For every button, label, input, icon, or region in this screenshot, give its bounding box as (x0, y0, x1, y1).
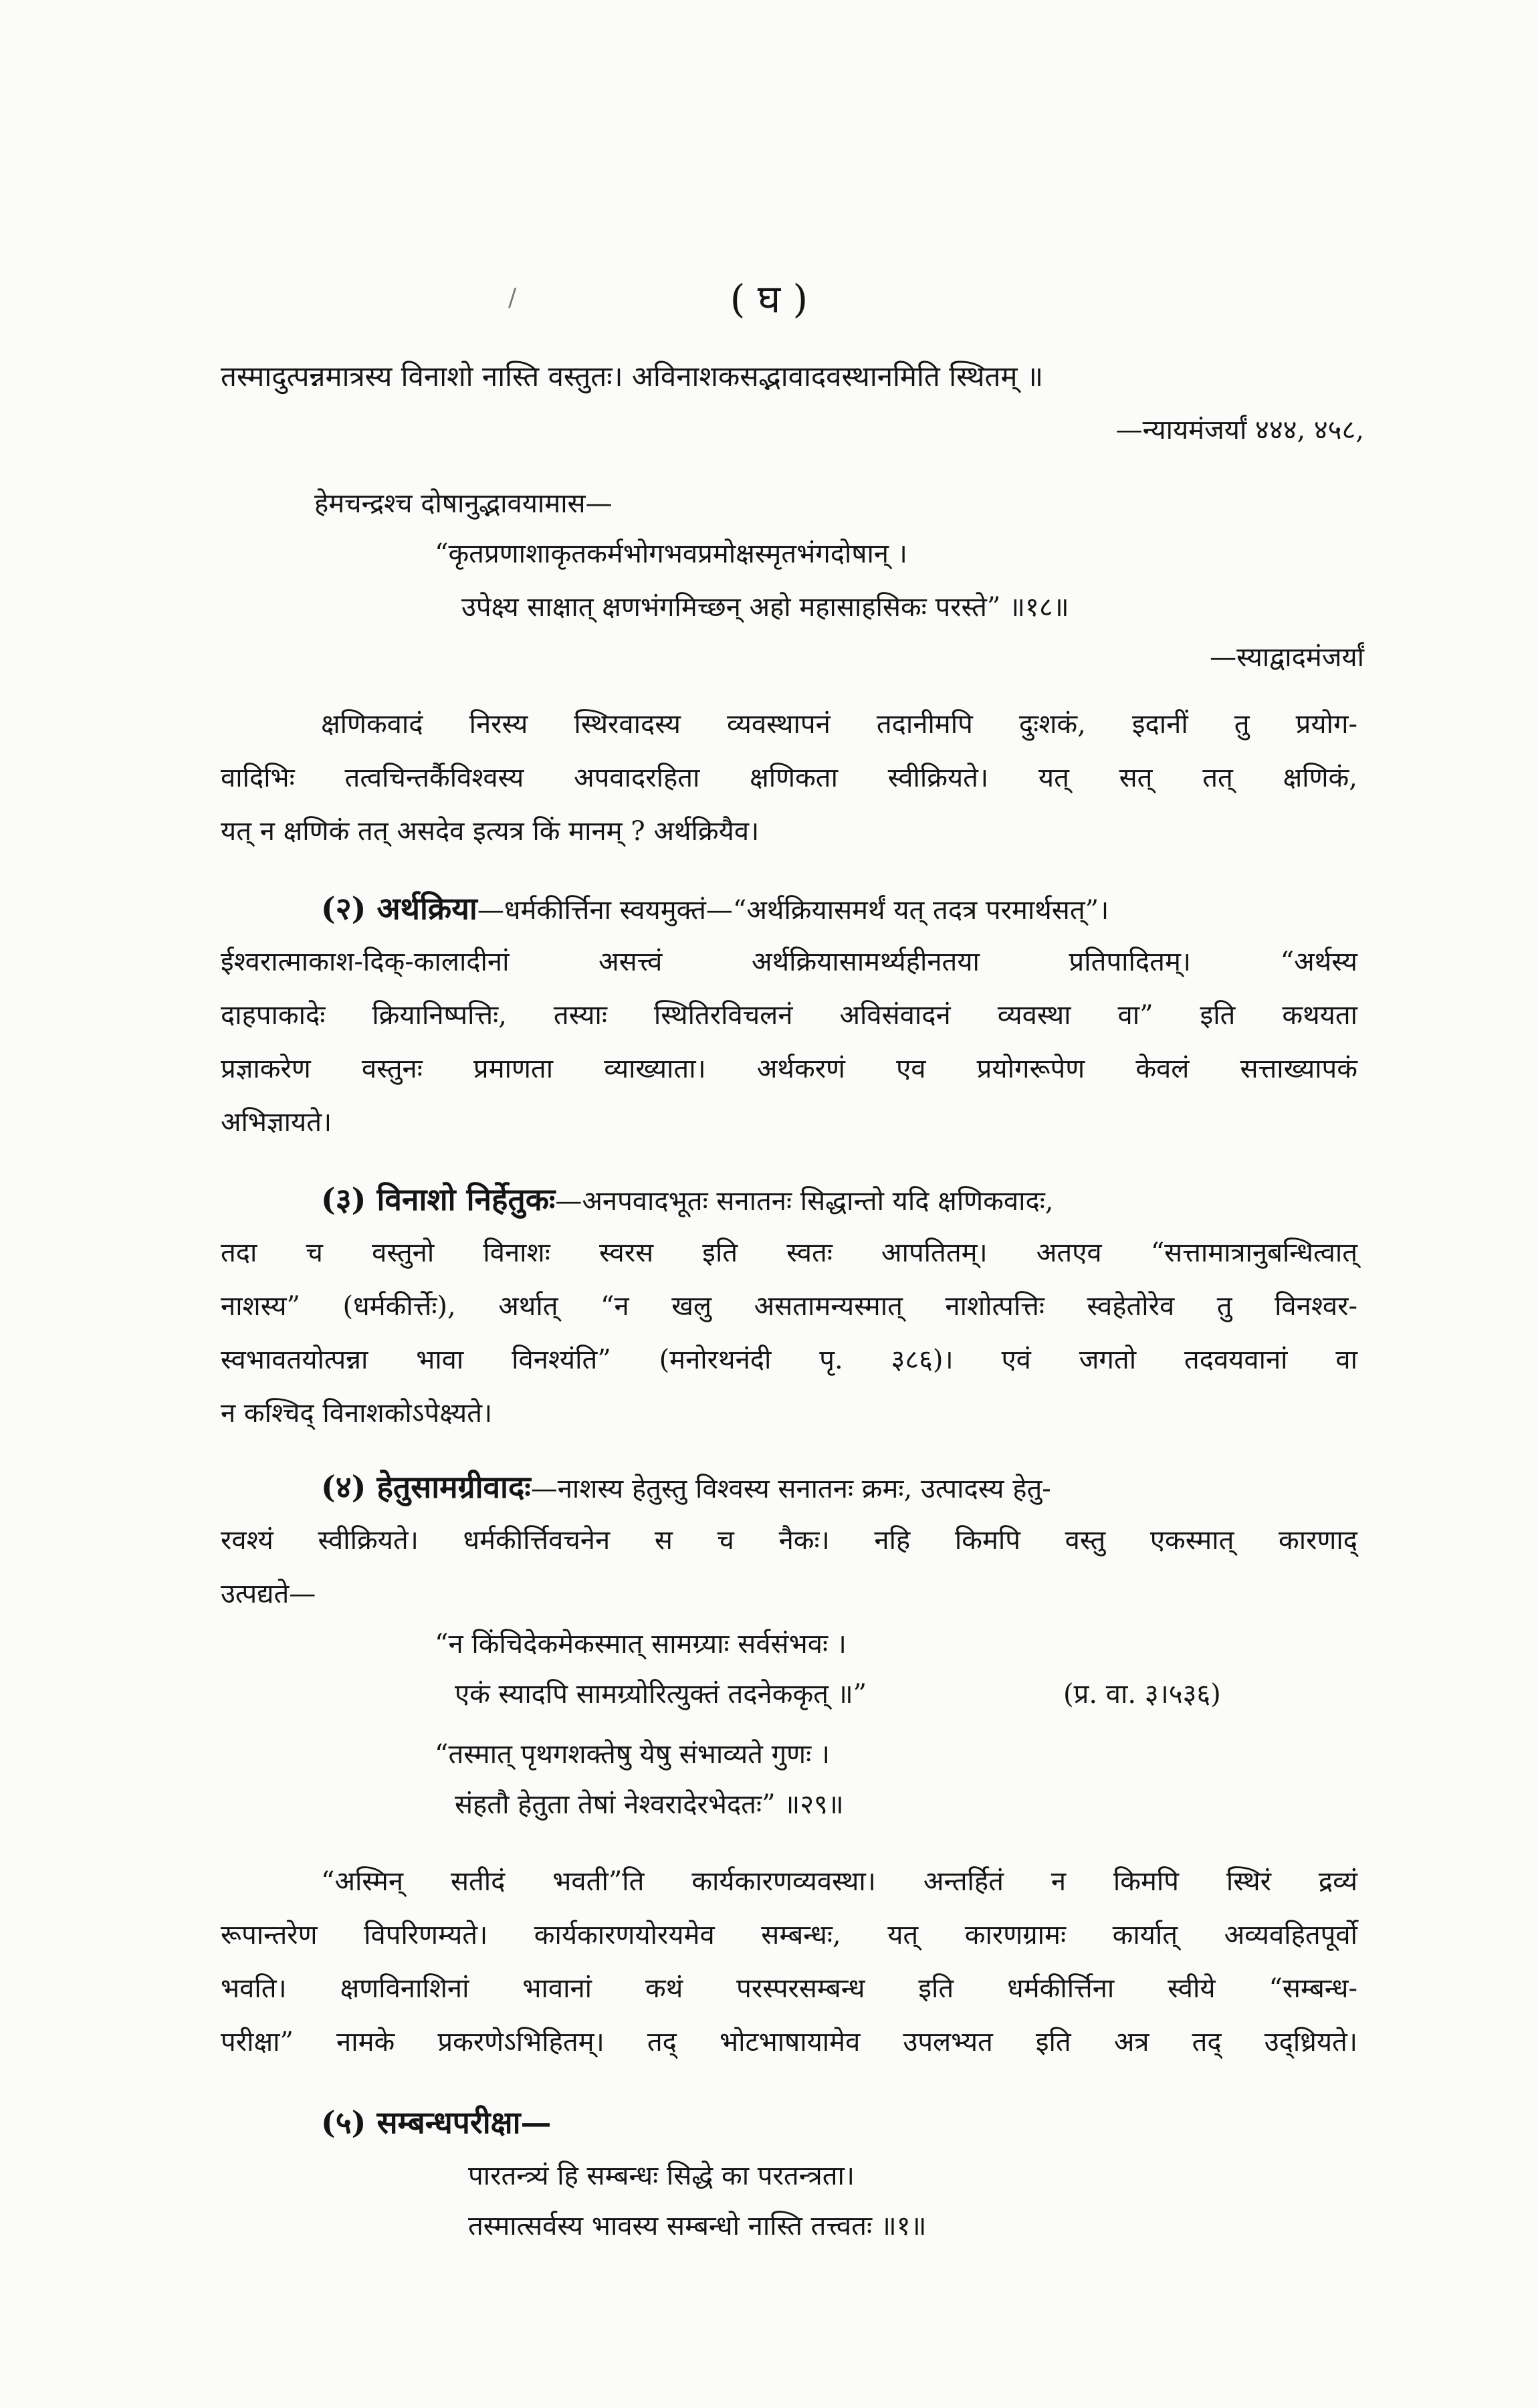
para1-line: वादिभिः तत्वचिन्तर्कैविश्वस्य अपवादरहिता क्षणिकता स्वीक्रियते। यत् सत् तत् क्षणिकं, (221, 763, 1357, 793)
hemachandra-intro: हेमचन्द्रश्च दोषानुद्भावयामास— (314, 488, 613, 519)
sec4-line: रवश्यं स्वीक्रियते। धर्मकीर्त्तिवचनेन स च नैकः। नहि किमपि वस्तु एकस्मात् कारणाद् (221, 1525, 1357, 1556)
sec3-line: स्वभावतयोत्पन्ना भावा विनश्यंति” (मनोरथनंदी पृ. ३८६)। एवं जगतो तदवयवानां वा (221, 1344, 1357, 1375)
sec2-line: प्रज्ञाकरेण वस्तुनः प्रमाणता व्याख्याता। अर्थकरणं एव प्रयोगरूपेण केवलं सत्ताख्यापकं (221, 1054, 1357, 1084)
sec4-first-line (321, 1468, 1357, 1508)
para1-line: यत् न क्षणिकं तत् असदेव इत्यत्र किं मानम् ? अर्थक्रियैव। (221, 816, 760, 847)
sec4-line: उत्पद्यते— (221, 1579, 316, 1609)
sec2-line: ईश्वरात्माकाश-दिक्-कालादीनां असत्त्वं अर्थक्रियासामर्थ्यहीनतया प्रतिपादितम्। “अर्थस्य (221, 946, 1357, 977)
intro-verse: तस्मादुत्पन्नमात्रस्य विनाशो नास्ति वस्तुतः। अविनाशकसद्भावादवस्थानमिति स्थितम् ॥ (221, 360, 1043, 393)
sec5-heading: (५) सम्बन्धपरीक्षा— (321, 2104, 552, 2140)
para1-line: क्षणिकवादं निरस्य स्थिरवादस्य व्यवस्थापनं तदानीमपि दुःशकं, इदानीं तु प्रयोग- (321, 709, 1357, 740)
hemachandra-citation: —स्याद्वादमंजर्यां (1210, 642, 1364, 673)
stray-mark: / (508, 284, 517, 312)
intro-citation: —न्यायमंजर्यां ४४४, ४५८, (1115, 415, 1364, 445)
sec2-line: दाहपाकादेः क्रियानिष्पत्तिः, तस्याः स्थितिरविचलनं अविसंवादनं व्यवस्था वा” इति कथयता (221, 1000, 1357, 1031)
sec3-heading: (३) विनाशो निर्हेतुकः (321, 1181, 556, 1217)
sec4-line: —नाशस्य हेतुस्तु विश्वस्य सनातनः क्रमः, उत्पादस्य हेतु- (530, 1474, 1051, 1504)
page-number: ( घ ) (730, 276, 808, 322)
sec3-line: —अनपवादभूतः सनातनः सिद्धान्तो यदि क्षणिकवादः, (555, 1186, 1054, 1217)
sec4-verse1-citation: (प्र. वा. ३।५३६) (1063, 1679, 1221, 1710)
sec2-line: —धर्मकीर्त्तिना स्वयमुक्तं—“अर्थक्रियासमर्थं यत् तदत्र परमार्थसत्”। (477, 895, 1109, 926)
sec4-heading: (४) हेतुसामग्रीवादः (321, 1469, 531, 1505)
hemachandra-verse-line: उपेक्ष्य साक्षात् क्षणभंगमिच्छन् अहो महासाहसिकः परस्ते” ॥१८॥ (461, 592, 1069, 623)
para5-line: भवति। क्षणविनाशिनां भावानां कथं परस्परसम्बन्ध इति धर्मकीर्त्तिना स्वीये “सम्बन्ध- (221, 1973, 1357, 2004)
sec5-verse-line: तस्मात्सर्वस्य भावस्य सम्बन्धो नास्ति तत्त्वतः ॥१॥ (468, 2211, 927, 2241)
sec3-line: न कश्चिद् विनाशकोऽपेक्ष्यते। (221, 1398, 493, 1429)
sec4-verse2-line: संहतौ हेतुता तेषां नेश्वरादेरभेदतः” ॥२९॥ (455, 1789, 844, 1820)
sec3-line: तदा च वस्तुनो विनाशः स्वरस इति स्वतः आपतितम्। अतएव “सत्तामात्रानुबन्धित्वात् (221, 1237, 1357, 1268)
sec4-verse1-line: एकं स्यादपि सामग्र्योरित्युक्तं तदनेककृत् ॥” (455, 1679, 867, 1710)
sec5-verse-line: पारतन्त्र्यं हि सम्बन्धः सिद्धे का परतन्त्रता। (468, 2161, 855, 2191)
hemachandra-verse-line: “कृतप्रणाशाकृतकर्मभोगभवप्रमोक्षस्मृतभंगदोषान् । (435, 538, 907, 569)
para5-line: “अस्मिन् सतीदं भवती”ति कार्यकारणव्यवस्था। अन्तर्हितं न किमपि स्थिरं द्रव्यं (321, 1866, 1357, 1897)
para5-line: रूपान्तरेण विपरिणम्यते। कार्यकारणयोरयमेव सम्बन्धः, यत् कारणग्रामः कार्यात् अव्यवहितपूर्वो (221, 1920, 1357, 1950)
sec4-verse1-line: “न किंचिदेकमेकस्मात् सामग्र्याः सर्वसंभवः । (435, 1629, 847, 1660)
sec3-first-line (321, 1181, 1357, 1220)
sec2-line: अभिज्ञायते। (221, 1107, 332, 1138)
sec4-verse2-line: “तस्मात् पृथगशक्तेषु येषु संभाव्यते गुणः । (435, 1739, 831, 1770)
para5-line: परीक्षा” नामके प्रकरणेऽभिहितम्। तद् भोटभाषायामेव उपलभ्यत इति अत्र तद् उद्ध्रियते। (221, 2027, 1357, 2058)
sec3-line: नाशस्य” (धर्मकीर्त्तेः), अर्थात् “न खलु असतामन्यस्मात् नाशोत्पत्तिः स्वहेतोरेव तु विनश्वर- (221, 1291, 1357, 1322)
sec2-heading: (२) अर्थक्रिया (321, 890, 477, 926)
sec2-first-line (321, 890, 1357, 929)
